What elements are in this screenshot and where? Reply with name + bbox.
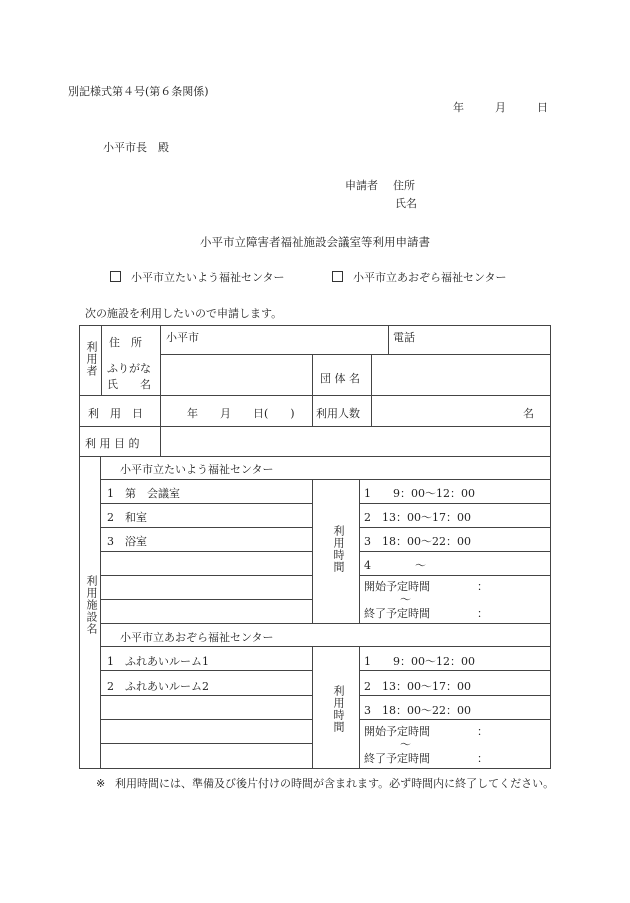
form-title: 小平市立障害者福祉施設会議室等利用申請書 (200, 235, 430, 249)
date-line (453, 99, 548, 115)
date-value[interactable]: 年 月 日( ) (187, 407, 295, 420)
choice-aozora[interactable] (332, 269, 507, 285)
center1-start-colon: ： (477, 580, 488, 593)
choice-taiyo[interactable] (110, 269, 285, 285)
center1-slot-1[interactable]: 1 9：00～12：00 (364, 487, 475, 500)
date-day-label: 日 (537, 101, 548, 114)
center2-time-label: 利用時間 (332, 685, 345, 733)
group-name-label: 団 体 名 (320, 372, 360, 385)
center1-slot-4[interactable]: 4 ～ (364, 559, 426, 572)
date-label: 利 用 日 (88, 407, 143, 420)
center2-tilde: ～ (400, 738, 411, 751)
choice-label: 小平市立たいよう福祉センター (131, 271, 285, 284)
form-number: 別記様式第４号(第６条関係) (68, 85, 209, 98)
center1-slot-2[interactable]: 2 13：00～17：00 (364, 511, 471, 524)
user-group-label: 利用者 (85, 341, 98, 377)
address-label: 住 所 (109, 336, 142, 349)
applicant-block (345, 177, 417, 210)
lead-text: 次の施設を利用したいので申請します。 (85, 307, 283, 320)
facility-label: 利用施設名 (85, 575, 98, 635)
phone-label: 電話 (393, 331, 415, 344)
center2-end-colon: ： (477, 752, 488, 765)
center1-tilde: ～ (400, 593, 411, 606)
center1-time-label: 利用時間 (332, 525, 345, 573)
footnote (96, 775, 566, 792)
center2-slot-3[interactable]: 3 18：00～22：00 (364, 704, 471, 717)
checkbox-icon[interactable] (332, 271, 343, 282)
checkbox-icon[interactable] (110, 271, 121, 282)
choice-label: 小平市立あおぞら福祉センター (353, 271, 507, 284)
name-label: 氏 名 (107, 378, 151, 391)
date-month-label: 月 (495, 101, 506, 114)
center2-start-label: 開始予定時間 (364, 725, 430, 738)
center1-room-3[interactable]: 3 浴室 (107, 535, 147, 548)
name-input[interactable] (161, 355, 311, 395)
date-year-label: 年 (453, 101, 464, 114)
center2-slot-1[interactable]: 1 9：00～12：00 (364, 655, 475, 668)
note-text: 利用時間には、準備及び後片付けの時間が含まれます。必ず時間内に終了してください。 (115, 777, 555, 790)
purpose-label: 利 用 目 的 (85, 437, 140, 450)
applicant-name-label: 氏名 (395, 197, 417, 210)
address-value[interactable]: 小平市 (166, 331, 199, 344)
center2-name: 小平市立あおぞら福祉センター (120, 631, 274, 644)
applicant-address-label: 住所 (393, 179, 415, 192)
center2-room-1[interactable]: 1 ふれあいルーム1 (107, 655, 209, 668)
count-label: 利用人数 (316, 407, 360, 420)
center1-name: 小平市立たいよう福祉センター (120, 463, 274, 476)
center2-end-label: 終了予定時間 (364, 752, 430, 765)
center2-start-colon: ： (477, 725, 488, 738)
center1-slot-3[interactable]: 3 18：00～22：00 (364, 535, 471, 548)
center1-room-1[interactable]: 1 第 会議室 (107, 487, 180, 500)
application-table (79, 325, 551, 769)
furigana-label: ふりがな (107, 362, 151, 375)
center1-room-2[interactable]: 2 和室 (107, 511, 147, 524)
center1-end-colon: ： (477, 607, 488, 620)
count-unit: 名 (523, 407, 534, 420)
addressee: 小平市長 殿 (103, 141, 169, 154)
center1-end-label: 終了予定時間 (364, 607, 430, 620)
center1-start-label: 開始予定時間 (364, 580, 430, 593)
note-mark: ※ (96, 777, 106, 790)
center2-slot-2[interactable]: 2 13：00～17：00 (364, 680, 471, 693)
center2-room-2[interactable]: 2 ふれあいルーム2 (107, 680, 209, 693)
applicant-label: 申請者 (345, 179, 378, 192)
